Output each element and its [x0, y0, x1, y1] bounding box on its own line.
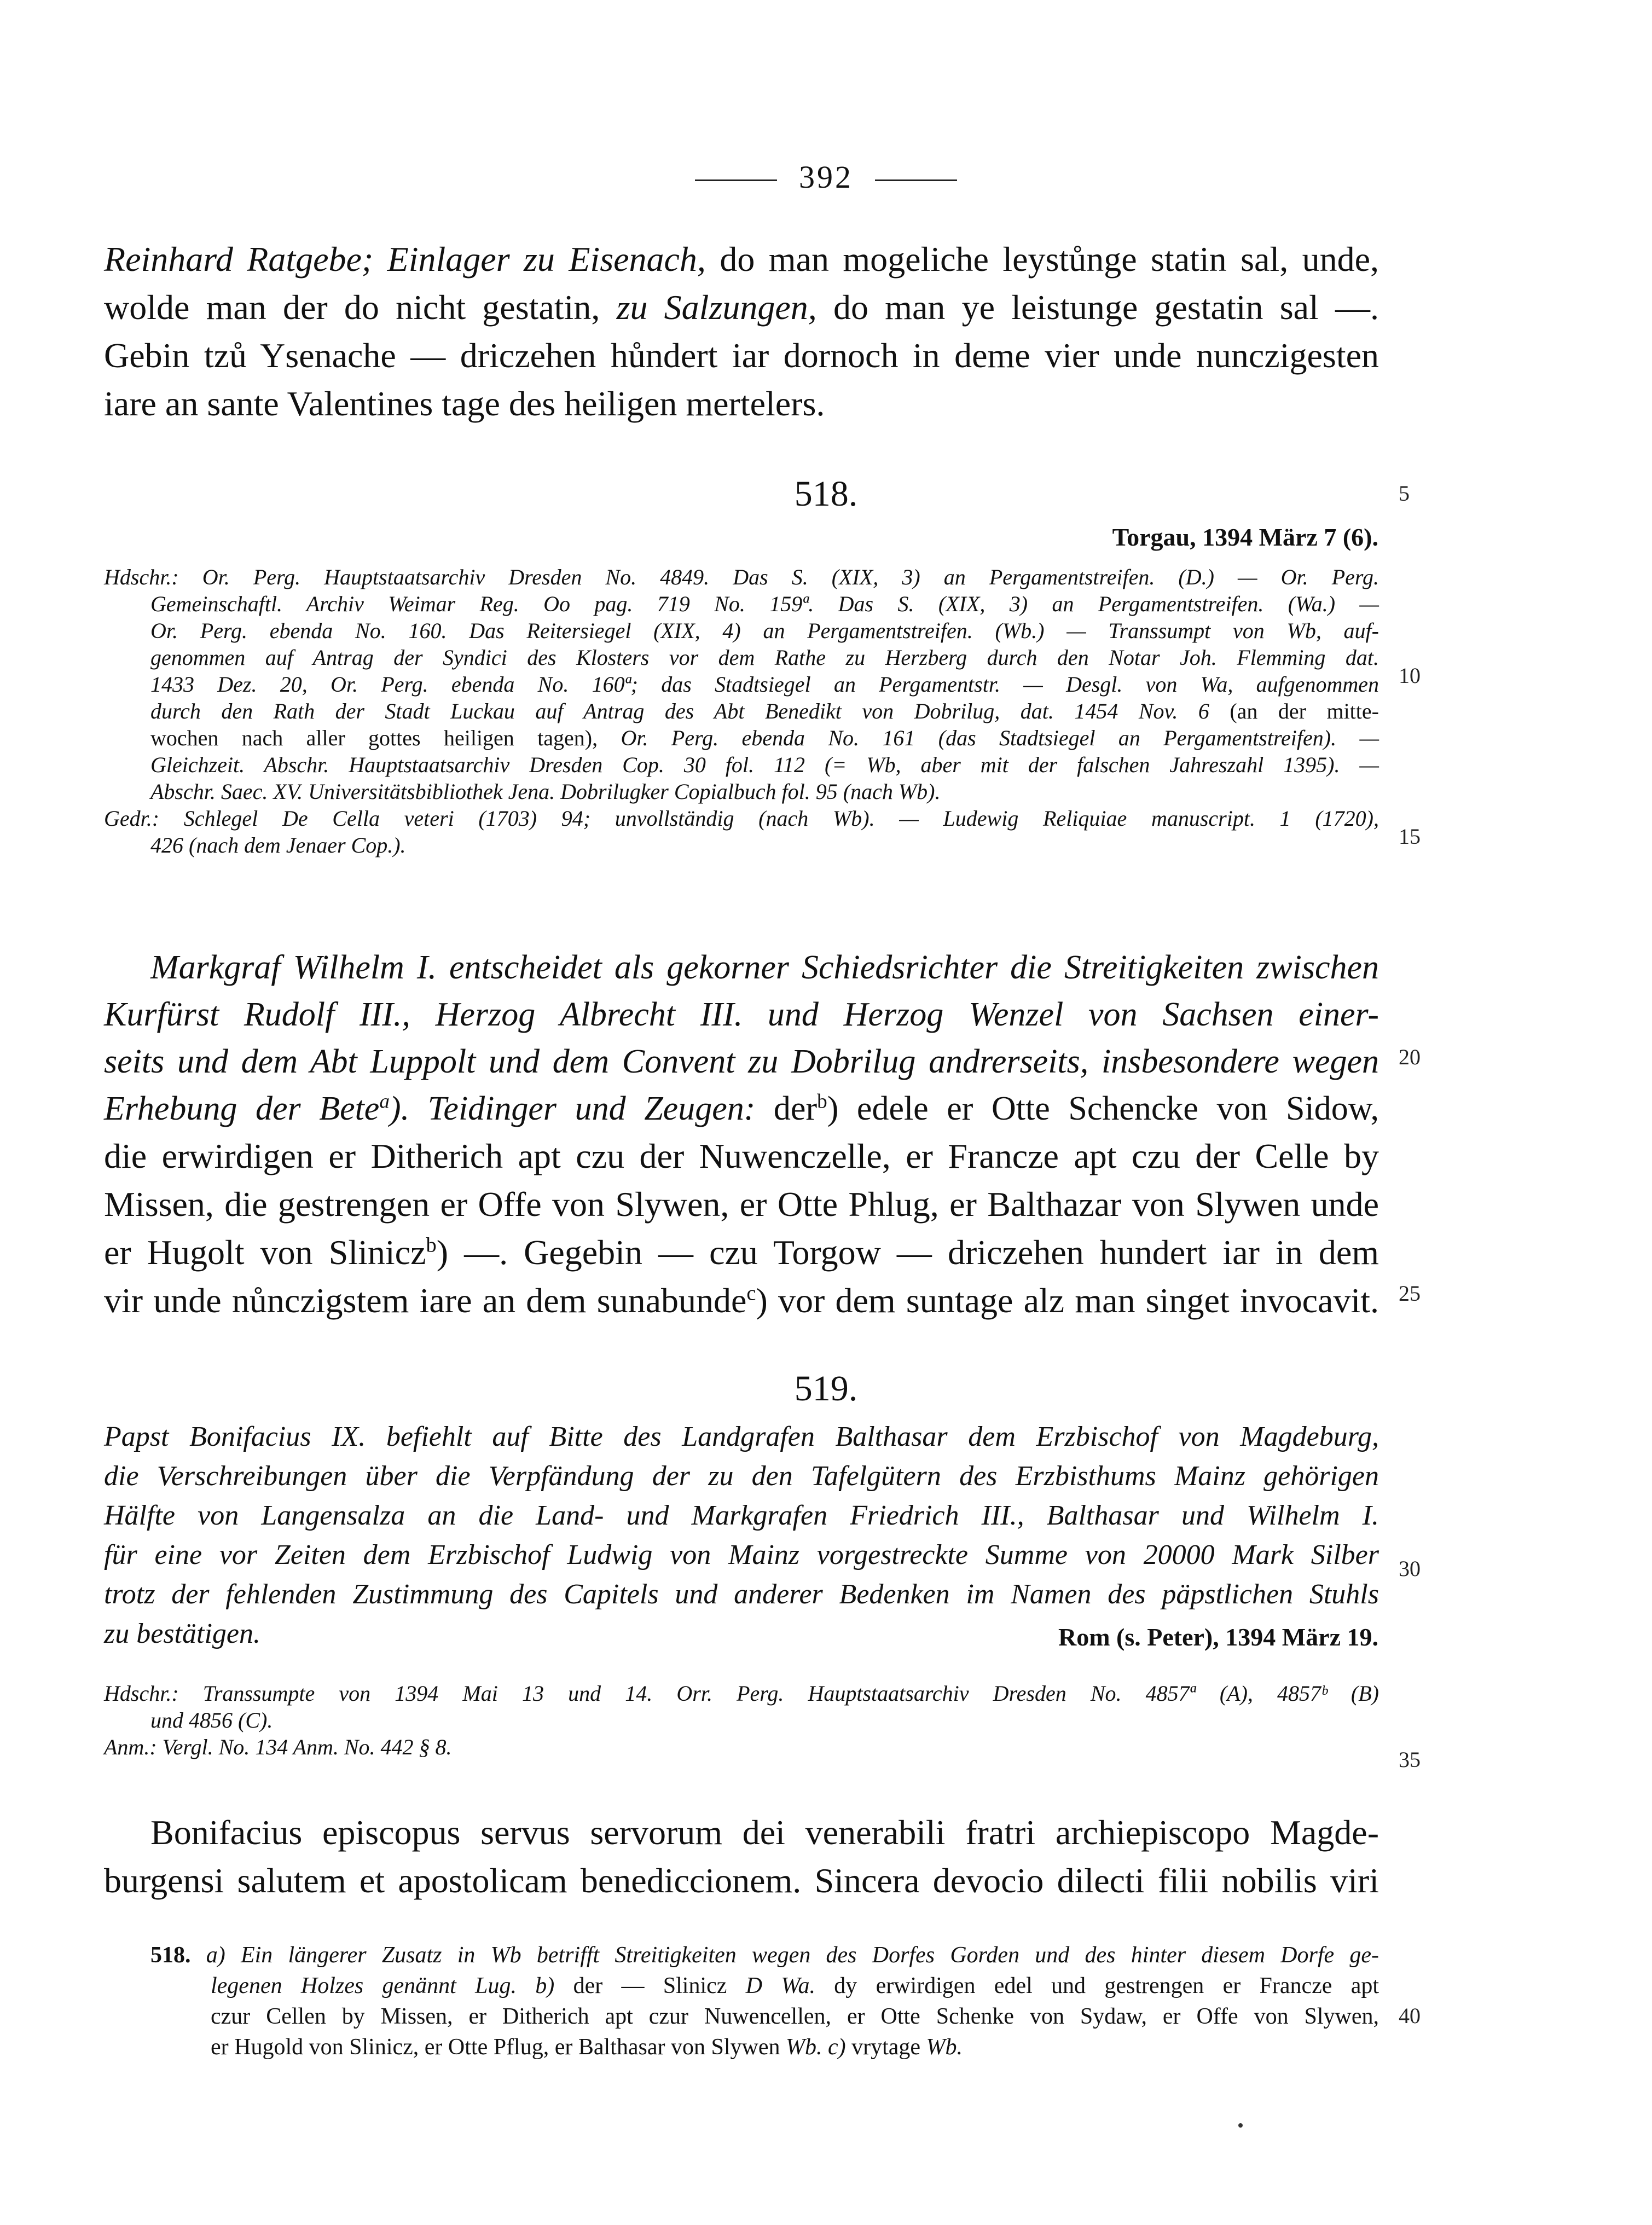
footnote-line	[104, 2032, 1379, 2062]
text-519	[104, 1809, 1379, 1905]
text-line: Missen, die gestrengen er Offe von Slywen, er Otte Phlug, er Balthazar von Slywen unde	[104, 1185, 1379, 1224]
apparatus-line: 426 (nach dem Jenaer Cop.).	[150, 833, 406, 857]
regest-line: die Verschreibungen über die Verpfändung der zu den Tafelgütern des Erzbisthums Mainz gehörigen	[104, 1461, 1379, 1492]
regest-line: seits und dem Abt Luppolt und dem Convent zu Dobrilug andrerseits, insbesondere wegen	[104, 1043, 1379, 1080]
apparatus-line: und 4856 (C).	[150, 1708, 273, 1733]
dateline-518: Torgau, 1394 März 7 (6).	[1112, 523, 1378, 551]
apparatus-519	[104, 1680, 1379, 1760]
apparatus-line: Hdschr.: Or. Perg. Hauptstaatsarchiv Dresden No. 4849. Das S. (XIX, 3) an Pergamentstreifen. (D.) — Or. Perg.	[104, 565, 1379, 589]
text-line	[104, 235, 1379, 283]
line-number: 30	[1399, 1556, 1421, 1581]
line-number: 25	[1399, 1281, 1421, 1306]
text-line: iare an sante Valentines tage des heiligen mertelers.	[104, 384, 825, 423]
footnote-mark: b	[426, 1233, 437, 1257]
text-span: der — Slinicz	[573, 1973, 746, 1998]
text-span: ) vor dem suntage alz man singet invocavit.	[756, 1281, 1379, 1320]
apparatus-line: Gemeinschaftl. Archiv Weimar Reg. Oo pag. 719 No. 159ª. Das S. (XIX, 3) an Pergamentstreifen. (Wa.) —	[150, 592, 1379, 616]
apparatus-line: 1433 Dez. 20, Or. Perg. ebenda No. 160ª; das Stadtsiegel an Pergamentstr. — Desgl. von Wa, aufgenommen	[150, 672, 1379, 697]
regest-line: zu bestätigen.	[104, 1618, 260, 1649]
footnote-line	[104, 1940, 1379, 1971]
line-number: 15	[1399, 824, 1421, 849]
text-line: Bonifacius episcopus servus servorum dei venerabili fratri archiepiscopo Magde-	[150, 1813, 1379, 1852]
regest-line: Hälfte von Langensalza an die Land- und Markgrafen Friedrich III., Balthasar und Wilhelm I.	[104, 1500, 1379, 1531]
text-span: ). Teidinger und Zeugen:	[389, 1090, 756, 1127]
footnote-line: czur Cellen by Missen, er Ditherich apt czur Nuwencellen, er Otte Schenke von Sydaw, er Offe von Slywen,	[211, 2004, 1379, 2029]
apparatus-line: Gedr.: Schlegel De Cella veteri (1703) 94; unvollständig (nach Wb). — Ludewig Reliquiae manuscript. 1 (1720),	[104, 806, 1379, 831]
apparatus-line: genommen auf Antrag der Syndici des Klosters vor dem Rathe zu Herzberg durch den Notar Joh. Flemming dat.	[150, 645, 1379, 670]
line-number: 5	[1399, 481, 1410, 506]
text-span: Reinhard Ratgebe; Einlager zu Eisenach,	[104, 240, 706, 279]
text-span: dy erwirdigen edel und gestrengen er Francze apt	[815, 1973, 1379, 1998]
apparatus-line: Anm.: Vergl. No. 134 Anm. No. 442 § 8.	[104, 1735, 452, 1759]
page-number: 392	[799, 159, 853, 195]
dateline-519: Rom (s. Peter), 1394 März 19.	[1058, 1623, 1378, 1651]
text-span: ) —. Gegebin — czu Torgow — driczehen hundert iar in dem	[436, 1233, 1379, 1272]
text-line: Gebin tzů Ysenache — driczehen hůndert iar dornoch in deme vier unde nunczigesten	[104, 336, 1379, 375]
text-span: der	[755, 1090, 818, 1127]
text-span: a) Ein längerer Zusatz in Wb betrifft Streitigkeiten wegen des Dorfes Gorden und des hinter diesem Dorfe ge-	[190, 1943, 1379, 1968]
regest-line: Kurfürst Rudolf III., Herzog Albrecht III. und Herzog Wenzel von Sachsen einer-	[104, 996, 1379, 1033]
document-number-518: 518.	[794, 474, 858, 514]
line-number: 35	[1399, 1747, 1421, 1772]
text-span: Wb.	[926, 2035, 963, 2060]
text-line	[104, 283, 1379, 332]
text-518	[104, 1132, 1379, 1325]
footnote-number: 518.	[150, 1943, 191, 1968]
text-span: ) edele er Otte Schencke von Sidow,	[827, 1090, 1379, 1127]
text-span: do man ye leistunge gestatin sal —.	[816, 288, 1379, 327]
text-span: Erhebung der Bete	[104, 1090, 380, 1127]
apparatus-line: Hdschr.: Transsumpte von 1394 Mai 13 und 14. Orr. Perg. Hauptstaatsarchiv Dresden No. 4857ª (A), 4857ᵇ (B)	[104, 1681, 1379, 1706]
footnotes	[104, 1940, 1379, 2062]
regest-line: Papst Bonifacius IX. befiehlt auf Bitte des Landgrafen Balthasar dem Erzbischof von Magdeburg,	[104, 1421, 1379, 1452]
apparatus-line: Or. Perg. ebenda No. 160. Das Reitersiegel (XIX, 4) an Pergamentstreifen. (Wb.) — Transsumpt von Wb, auf-	[150, 618, 1379, 643]
text-span: wochen nach aller gottes heiligen tagen),	[150, 726, 598, 750]
text-span: wolde man der do nicht gestatin,	[104, 288, 617, 327]
apparatus-line: Gleichzeit. Abschr. Hauptstaatsarchiv Dresden Cop. 30 fol. 112 (= Wb, aber mit der falschen Jahreszahl 1395). —	[150, 752, 1379, 777]
regest-line: trotz der fehlenden Zustimmung des Capitels und anderer Bedenken im Namen des päpstlichen Stuhls	[104, 1579, 1379, 1610]
text-line	[104, 1229, 1379, 1277]
regest-line: für eine vor Zeiten dem Erzbischof Ludwig von Mainz vorgestreckte Summe von 20000 Mark Silber	[104, 1539, 1379, 1571]
head-dash-left	[695, 179, 777, 181]
text-span: (an der mitte-	[1209, 699, 1379, 723]
text-span: D Wa.	[745, 1973, 815, 1998]
text-span: Or. Perg. ebenda No. 161 (das Stadtsiegel an Pergamentstreifen). —	[598, 726, 1379, 750]
text-span: Wb. c)	[785, 2035, 852, 2060]
intro-paragraph	[104, 235, 1379, 428]
text-span: vir unde nůnczigstem iare an dem sunabunde	[104, 1281, 747, 1320]
text-span: er Hugold von Slinicz, er Otte Pflug, er Balthasar von Slywen	[211, 2035, 786, 2060]
text-line: die erwirdigen er Ditherich apt czu der Nuwenczelle, er Francze apt czu der Celle by	[104, 1137, 1379, 1175]
text-span: zu Salzungen,	[616, 288, 817, 327]
text-span: do man mogeliche leystůnge statin sal, unde,	[705, 240, 1379, 279]
document-number-519: 519.	[794, 1369, 858, 1409]
apparatus-line	[104, 725, 1379, 751]
footnote-line	[104, 1971, 1379, 2001]
text-span: er Hugolt von Slinicz	[104, 1233, 426, 1272]
apparatus-518	[104, 564, 1379, 859]
text-span: vrytage	[851, 2035, 926, 2060]
apparatus-line	[104, 698, 1379, 725]
line-number: 10	[1399, 663, 1421, 688]
text-line	[104, 1277, 1379, 1325]
print-speck	[1238, 2123, 1243, 2128]
text-span: legenen Holzes genännt Lug. b)	[211, 1973, 573, 1998]
footnote-mark: c	[746, 1282, 756, 1305]
head-dash-right	[875, 179, 957, 181]
regest-line	[104, 1085, 1379, 1132]
regest-518	[104, 944, 1379, 1132]
running-head	[0, 159, 1652, 195]
apparatus-line: Abschr. Saec. XV. Universitätsbibliothek Jena. Dobrilugker Copialbuch fol. 95 (nach Wb).	[150, 779, 941, 804]
regest-line: Markgraf Wilhelm I. entscheidet als gekorner Schiedsrichter die Streitigkeiten zwischen	[150, 949, 1379, 986]
regest-519	[104, 1417, 1379, 1654]
footnote-mark: a	[379, 1090, 390, 1113]
text-span: durch den Rath der Stadt Luckau auf Antrag des Abt Benedikt von Dobrilug, dat. 1454 Nov. 6	[150, 699, 1209, 723]
text-line: burgensi salutem et apostolicam benediccionem. Sincera devocio dilecti filii nobilis viri	[104, 1861, 1379, 1900]
line-number: 40	[1399, 2003, 1421, 2028]
line-number: 20	[1399, 1045, 1421, 1069]
footnote-mark: b	[817, 1090, 827, 1113]
